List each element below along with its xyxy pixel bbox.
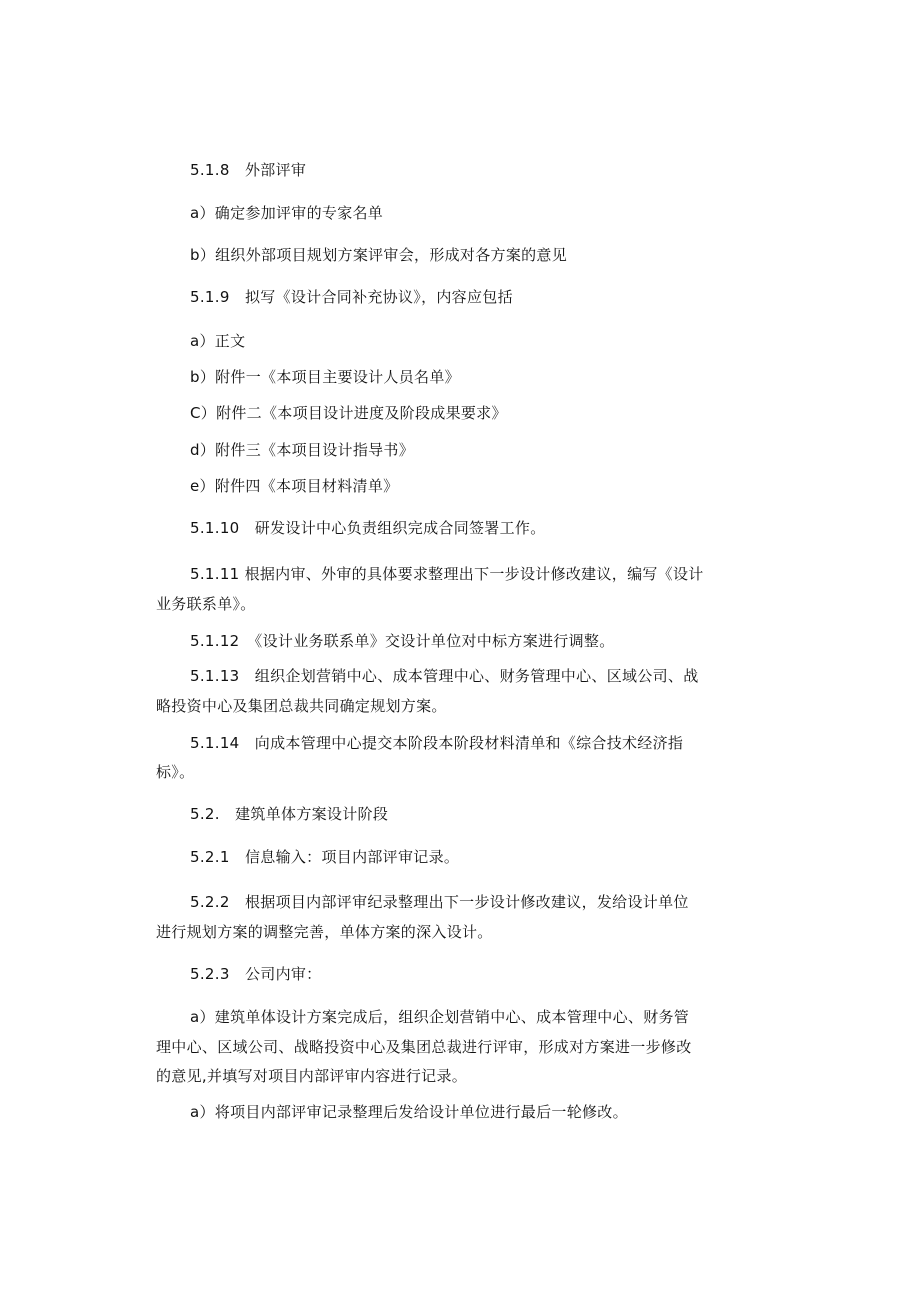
list-item: d）附件三《本项目设计指导书》: [190, 441, 415, 459]
paragraph-5-1-11: 5.1.11 根据内审、外审的具体要求整理出下一步设计修改建议，编写《设计: [190, 565, 704, 583]
list-item: a）将项目内部评审记录整理后发给设计单位进行最后一轮修改。: [190, 1103, 628, 1121]
paragraph-5-1-12: 5.1.12 《设计业务联系单》交设计单位对中标方案进行调整。: [190, 632, 615, 650]
heading-5-1-9: 5.1.9 拟写《设计合同补充协议》，内容应包括: [190, 288, 513, 306]
paragraph-5-1-10: 5.1.10 研发设计中心负责组织完成合同签署工作。: [190, 519, 546, 537]
paragraph-continuation: 业务联系单》。: [156, 595, 256, 613]
paragraph-continuation: 略投资中心及集团总裁共同确定规划方案。: [156, 697, 447, 715]
paragraph-continuation: 标》。: [156, 763, 195, 781]
paragraph-5-1-13: 5.1.13 组织企划营销中心、成本管理中心、财务管理中心、区域公司、战: [190, 667, 699, 685]
list-item: a）确定参加评审的专家名单: [190, 204, 384, 222]
paragraph-continuation: 理中心、区域公司、战略投资中心及集团总裁进行评审，形成对方案进一步修改: [156, 1038, 692, 1056]
list-item: a）正文: [190, 332, 246, 350]
heading-5-1-8: 5.1.8 外部评审: [190, 161, 307, 179]
list-item: C）附件二《本项目设计进度及阶段成果要求》: [190, 404, 507, 422]
list-item: a）建筑单体设计方案完成后，组织企划营销中心、成本管理中心、财务管: [190, 1008, 690, 1026]
list-item: e）附件四《本项目材料清单》: [190, 477, 399, 495]
paragraph-5-2-2: 5.2.2 根据项目内部评审纪录整理出下一步设计修改建议，发给设计单位: [190, 893, 689, 911]
list-item: b）组织外部项目规划方案评审会，形成对各方案的意见: [190, 246, 568, 264]
paragraph-5-1-14: 5.1.14 向成本管理中心提交本阶段本阶段材料清单和《综合技术经济指: [190, 734, 684, 752]
paragraph-5-2-1: 5.2.1 信息输入：项目内部评审记录。: [190, 848, 460, 866]
heading-5-2-3: 5.2.3 公司内审：: [190, 965, 322, 983]
paragraph-continuation: 进行规划方案的调整完善，单体方案的深入设计。: [156, 923, 493, 941]
list-item: b）附件一《本项目主要设计人员名单》: [190, 368, 460, 386]
section-heading-5-2: 5.2. 建筑单体方案设计阶段: [190, 805, 389, 823]
paragraph-continuation: 的意见,并填写对项目内部评审内容进行记录。: [156, 1067, 468, 1085]
